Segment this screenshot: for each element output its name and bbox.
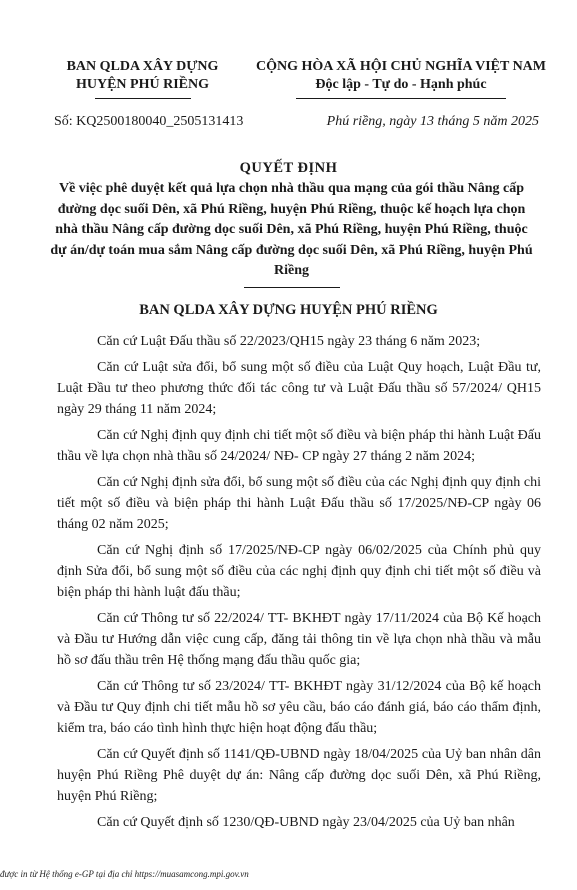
agency-name-line1: BAN QLDA XÂY DỰNG bbox=[66, 59, 219, 74]
legal-basis-paragraph: Căn cứ Quyết định số 1141/QĐ-UBND ngày 18/04/2025 của Uỷ ban nhân dân huyện Phú Riềng Phê duyệt dự án: Nâng cấp đường dọc suối Dên, xã Phú Riềng, huyện Phú Riềng; bbox=[57, 747, 541, 804]
issuing-agency bbox=[40, 58, 245, 99]
document-subject: Về việc phê duyệt kết quả lựa chọn nhà thầu qua mạng của gói thầu Nâng cấp đường dọc suối Dên, xã Phú Riềng, huyện Phú Riềng, thuộc kế hoạch lựa chọn nhà thầu Nâng cấp đường dọc suối Dên, xã Phú Riềng, huyện Phú Riềng, thuộc dự án/dự toán mua sắm Nâng cấp đường dọc suối Dên, xã Phú Riềng, huyện Phú Riềng bbox=[50, 181, 533, 278]
legal-basis-paragraph: Căn cứ Nghị định quy định chi tiết một số điều và biện pháp thi hành Luật Đấu thầu về lựa chọn nhà thầu số 24/2024/ NĐ- CP ngày 27 tháng 2 năm 2024; bbox=[57, 428, 541, 464]
national-motto bbox=[246, 58, 556, 99]
document-title: QUYẾT ĐỊNH bbox=[239, 160, 338, 176]
legal-basis-paragraph: Căn cứ Thông tư số 22/2024/ TT- BKHĐT ngày 17/11/2024 của Bộ Kế hoạch và Đầu tư Hướng dẫn việc cung cấp, đăng tải thông tin về lựa chọn nhà thầu và mẫu hồ sơ đấu thầu trên Hệ thống mạng đấu thầu quốc gia; bbox=[57, 611, 541, 668]
authority-heading: BAN QLDA XÂY DỰNG HUYỆN PHÚ RIỀNG bbox=[139, 302, 438, 318]
legal-basis-paragraph: Căn cứ Luật sửa đổi, bổ sung một số điều của Luật Quy hoạch, Luật Đầu tư, Luật Đầu tư theo phương thức đối tác công tư và Luật Đấu thầu số 57/2024/ QH15 ngày 29 tháng 11 năm 2024; bbox=[57, 360, 541, 417]
motto-underline bbox=[296, 98, 506, 99]
motto: Độc lập - Tự do - Hạnh phúc bbox=[315, 77, 487, 92]
subject-underline bbox=[244, 287, 340, 288]
legal-basis-paragraph: Căn cứ Nghị định số 17/2025/NĐ-CP ngày 06/02/2025 của Chính phủ quy định Sửa đổi, bổ sung một số điều của các nghị định quy định chi tiết một số điều và biện pháp thi hành luật đấu thầu; bbox=[57, 543, 541, 600]
legal-basis-paragraph: Căn cứ Thông tư số 23/2024/ TT- BKHĐT ngày 31/12/2024 của Bộ kế hoạch và Đầu tư Quy định chi tiết mẫu hồ sơ yêu cầu, báo cáo đánh giá, báo cáo thẩm định, kiểm tra, báo cáo tình hình thực hiện hoạt động đấu thầu; bbox=[57, 679, 541, 736]
document-body bbox=[57, 331, 541, 838]
agency-name-line2: HUYỆN PHÚ RIỀNG bbox=[75, 77, 209, 92]
legal-basis-paragraph: Căn cứ Luật Đấu thầu số 22/2023/QH15 ngày 23 tháng 6 năm 2023; bbox=[97, 334, 481, 349]
legal-basis-paragraph: Căn cứ Quyết định số 1230/QĐ-UBND ngày 23/04/2025 của Uỷ ban nhân bbox=[97, 815, 515, 830]
document-number: Số: KQ2500180040_2505131413 bbox=[54, 114, 244, 129]
print-footer: được in từ Hệ thống e-GP tại địa chỉ https://muasamcong.mpi.gov.vn bbox=[0, 869, 249, 879]
document-date: Phú riềng, ngày 13 tháng 5 năm 2025 bbox=[326, 114, 539, 129]
legal-basis-paragraph: Căn cứ Nghị định sửa đổi, bổ sung một số điều của các Nghị định quy định chi tiết một số điều và biện pháp thi hành Luật Đấu thầu số 17/2025/NĐ-CP ngày 06 tháng 02 năm 2025; bbox=[57, 475, 541, 532]
agency-underline bbox=[95, 98, 191, 99]
country-name: CỘNG HÒA XÃ HỘI CHỦ NGHĨA VIỆT NAM bbox=[255, 59, 546, 74]
